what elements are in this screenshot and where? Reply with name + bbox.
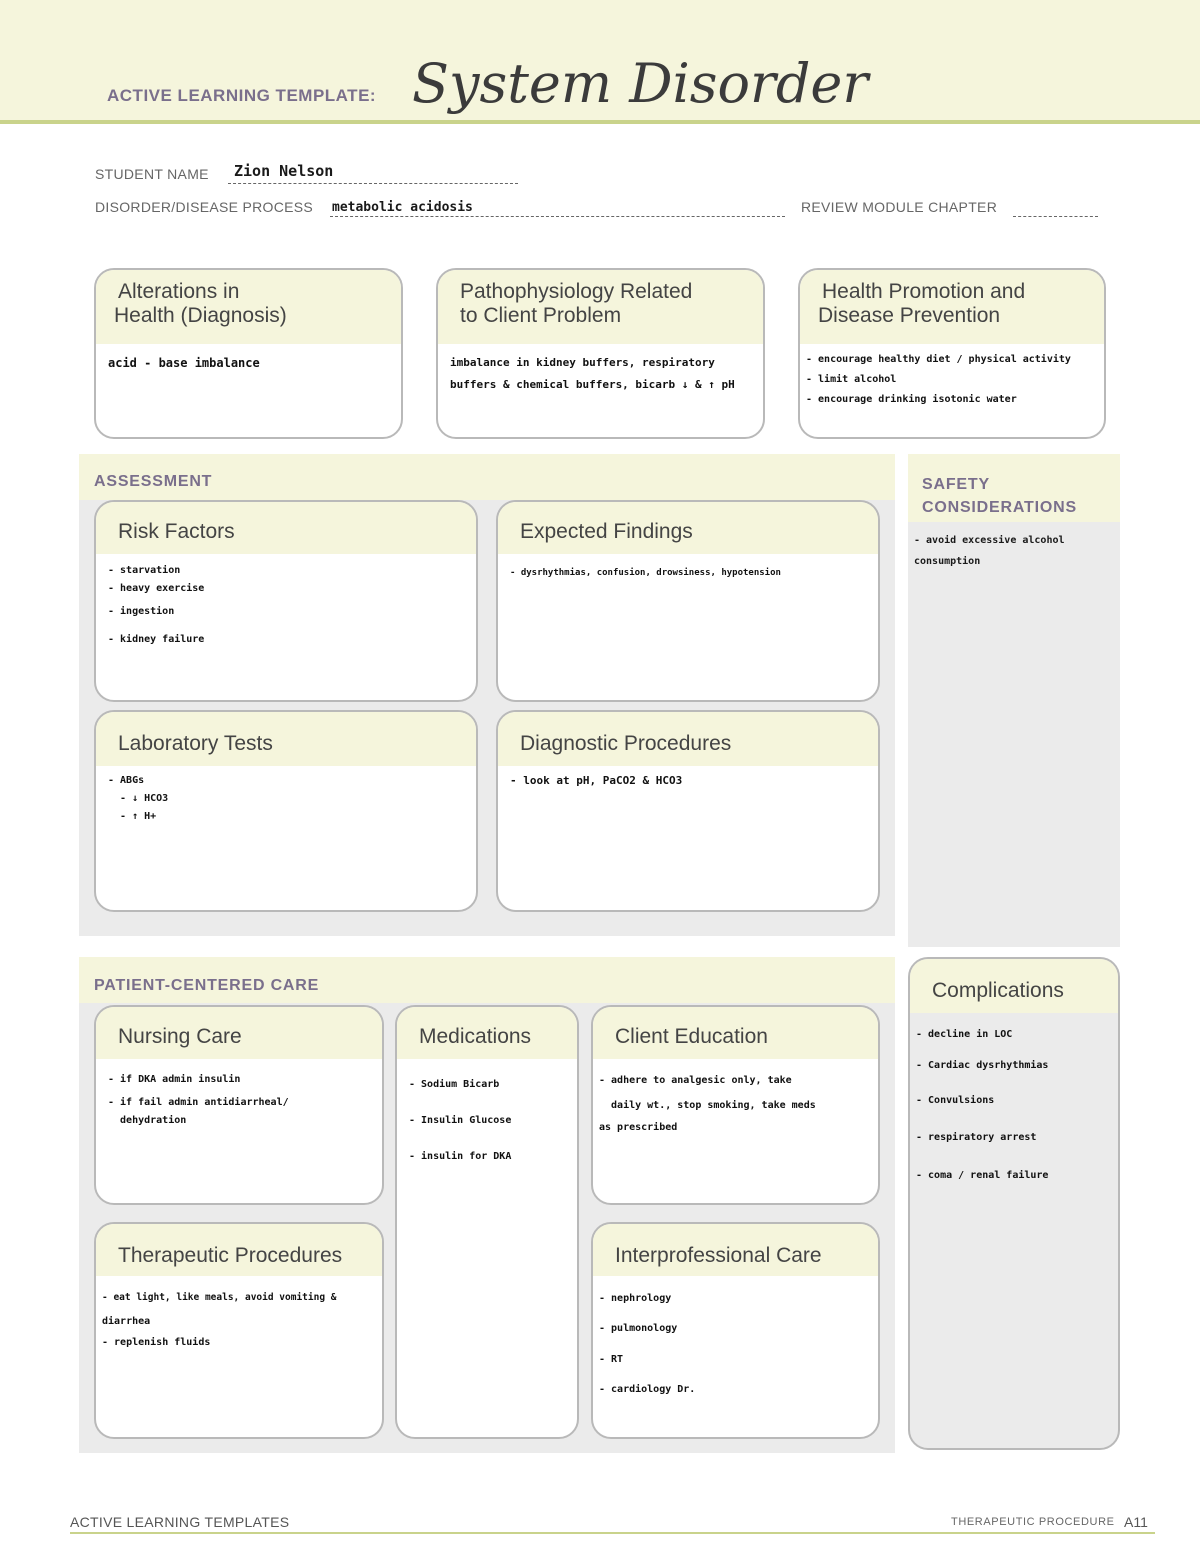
- interprofessional-care-content: - nephrology - pulmonology - RT - cardiology Dr.: [599, 1293, 696, 1395]
- disorder-field[interactable]: [330, 199, 785, 217]
- laboratory-tests-box: [94, 710, 478, 912]
- disorder-label: DISORDER/DISEASE PROCESS: [95, 199, 314, 215]
- chapter-label: REVIEW MODULE CHAPTER: [801, 199, 998, 215]
- nursing-care-title: Nursing Care: [96, 1007, 382, 1059]
- complications-title: Complications: [910, 959, 1118, 1013]
- patient-care-title: PATIENT-CENTERED CARE: [94, 977, 320, 994]
- footer-left-label: ACTIVE LEARNING TEMPLATES: [70, 1514, 290, 1530]
- safety-content: - avoid excessive alcohol consumption: [914, 535, 1065, 567]
- template-label: ACTIVE LEARNING TEMPLATE:: [107, 86, 377, 105]
- client-education-box: [591, 1005, 880, 1205]
- medications-title: Medications: [397, 1007, 577, 1059]
- health-promotion-title: Health Promotion and Disease Prevention: [800, 270, 1104, 344]
- laboratory-tests-content: - ABGs - ↓ HCO3 - ↑ H+: [108, 775, 169, 822]
- expected-findings-content: - dysrhythmias, confusion, drowsiness, hypotension: [510, 568, 781, 578]
- expected-findings-box: [496, 500, 880, 702]
- nursing-care-content: - if DKA admin insulin - if fail admin antidiarrheal/ dehydration: [108, 1074, 289, 1126]
- student-name-field[interactable]: [228, 162, 518, 184]
- template-title: System Disorder: [412, 52, 869, 115]
- disorder-value: metabolic acidosis: [332, 200, 473, 215]
- diagnostic-procedures-content: - look at pH, PaCO2 & HCO3: [510, 774, 683, 787]
- nursing-care-box: [94, 1005, 384, 1205]
- therapeutic-procedures-title: Therapeutic Procedures: [96, 1224, 382, 1276]
- alterations-title: Alterations in Health (Diagnosis): [96, 270, 401, 344]
- diagnostic-procedures-box: [496, 710, 880, 912]
- health-promotion-box: [798, 268, 1106, 439]
- interprofessional-care-title: Interprofessional Care: [593, 1224, 878, 1276]
- health-promotion-content: - encourage healthy diet / physical activity - limit alcohol - encourage drinking isotonic water: [806, 354, 1071, 405]
- medications-content: - Sodium Bicarb - Insulin Glucose - insulin for DKA: [409, 1079, 512, 1162]
- footer-right-label: THERAPEUTIC PROCEDURE: [951, 1516, 1115, 1528]
- footer-rule: [70, 1532, 1155, 1534]
- safety-title: SAFETY CONSIDERATIONS: [922, 476, 1077, 516]
- expected-findings-title: Expected Findings: [498, 502, 878, 554]
- pathophysiology-content: imbalance in kidney buffers, respiratory buffers & chemical buffers, bicarb ↓ & ↑ pH: [450, 356, 735, 391]
- page-number: A11: [1124, 1514, 1148, 1530]
- alterations-box: [94, 268, 403, 439]
- client-education-content: - adhere to analgesic only, take daily wt., stop smoking, take meds as prescribed: [599, 1075, 816, 1133]
- therapeutic-procedures-box: [94, 1222, 384, 1439]
- alterations-content: acid - base imbalance: [108, 356, 260, 370]
- student-name-value: Zion Nelson: [234, 162, 334, 180]
- pathophysiology-box: [436, 268, 765, 439]
- complications-box: [908, 957, 1120, 1450]
- assessment-title: ASSESSMENT: [94, 473, 213, 490]
- client-education-title: Client Education: [593, 1007, 878, 1059]
- laboratory-tests-title: Laboratory Tests: [96, 712, 476, 766]
- chapter-field[interactable]: [1013, 199, 1098, 217]
- risk-factors-box: [94, 500, 478, 702]
- interprofessional-care-box: [591, 1222, 880, 1439]
- student-name-label: STUDENT NAME: [95, 166, 209, 182]
- medications-box: [395, 1005, 579, 1439]
- complications-content: - decline in LOC - Cardiac dysrhythmias - Convulsions - respiratory arrest - coma / renal failure: [916, 1029, 1049, 1181]
- diagnostic-procedures-title: Diagnostic Procedures: [498, 712, 878, 766]
- risk-factors-title: Risk Factors: [96, 502, 476, 554]
- therapeutic-procedures-content: - eat light, like meals, avoid vomiting & diarrhea - replenish fluids: [102, 1292, 337, 1348]
- risk-factors-content: - starvation - heavy exercise - ingestion - kidney failure: [108, 565, 205, 645]
- pathophysiology-title: Pathophysiology Related to Client Problem: [438, 270, 763, 344]
